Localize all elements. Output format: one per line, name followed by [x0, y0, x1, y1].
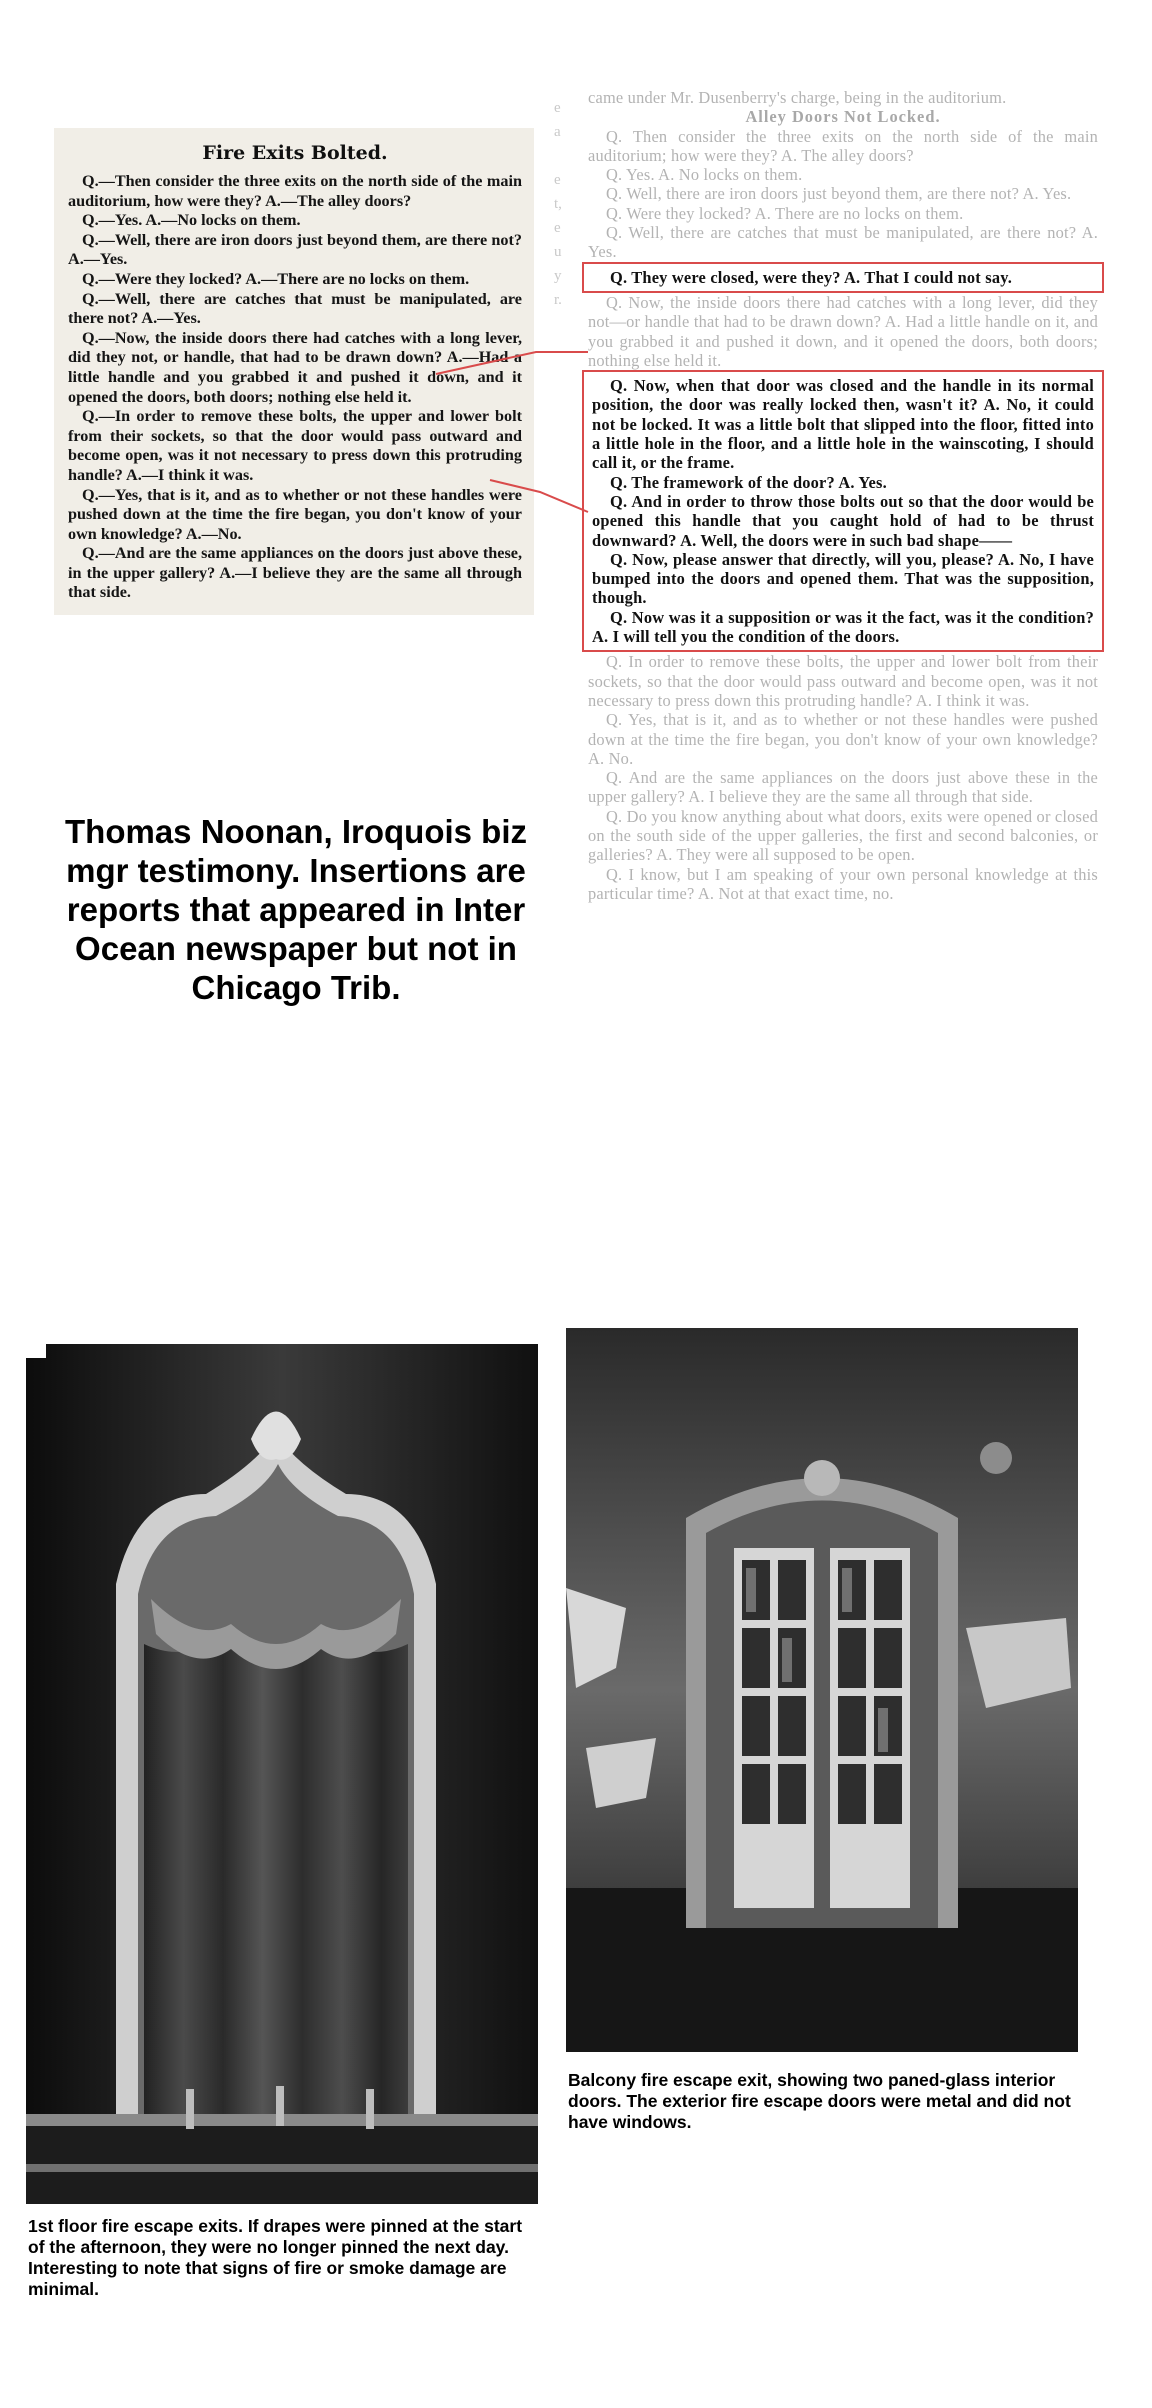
io-paragraph: Q. Were they locked? A. There are no locks on them.: [606, 203, 964, 223]
io-lead: came under Mr. Dusenberry's charge, being in the auditorium.: [588, 88, 1007, 107]
insertion-text: Q. And in order to throw those bolts out so that the door would be opened this handle that you caught hold of had to be thrust downward? A. Well, the doors were in such bad shape——: [592, 491, 1094, 550]
margin-letter: r.: [554, 292, 562, 308]
io-paragraph: Q. And are the same appliances on the doors just above these in the upper gallery? A. I believe they are the same all through that side.: [588, 768, 1098, 807]
balcony-exit-caption: Balcony fire escape exit, showing two paned-glass interior doors. The exterior fire escape doors were metal and did not have windows.: [568, 2070, 1071, 2132]
pointer-line-1: [436, 352, 588, 374]
trib-paragraph: Q.—Well, there are iron doors just beyond them, are there not? A.—Yes.: [68, 230, 522, 269]
io-paragraph: Q. Well, there are iron doors just beyond them, are there not? A. Yes.: [606, 184, 1072, 204]
trib-paragraph: Q.—Were they locked? A.—There are no locks on them.: [82, 269, 470, 288]
io-paragraph: Q. Do you know anything about what doors, exits were opened or closed on the south side of the upper galleries, the first and second balconies, or galleries? A. They were all supposed to be open.: [588, 806, 1098, 865]
io-paragraph: Q. Yes, that is it, and as to whether or not these handles were pushed down at the time the fire began, you don't know of your own knowledge? A. No.: [588, 710, 1098, 768]
insertion-text: Q. Now, when that door was closed and the handle in its normal position, the door was really locked then, wasn't it? A. No, it could not be locked. It was a little bolt that slipped into the floor, fitted into a little hole in the floor, and a little hole in the wainscoting, I should call it, or the frame.: [592, 376, 1094, 473]
io-subhead: Alley Doors Not Locked.: [745, 107, 941, 127]
trib-paragraph: Q.—Then consider the three exits on the north side of the main auditorium, how were they? A.—The alley doors?: [68, 172, 522, 210]
draped-doorway-illustration: [26, 1344, 538, 2204]
io-paragraph: Q. In order to remove these bolts, the upper and lower bolt from their sockets, so that the door would pass outward and become open, was it not necessary to press down this protruding handle? A. I think it was.: [588, 652, 1098, 710]
trib-paragraph: Q.—Now, the inside doors there had catches with a long lever, did they not, or handle, that had to be drawn down? A.—Had a little handle and you grabbed it and pushed it down, and it opened the doors, both doors; nothing else held it.: [68, 328, 522, 406]
first-floor-exit-caption: 1st floor fire escape exits. If drapes were pinned at the start of the afternoon, they were no longer pinned the next day. Interesting to note that signs of fire or smoke damage are minimal.: [28, 2216, 523, 2299]
trib-paragraph: Q.—Yes, that is it, and as to whether or not these handles were pushed down at the time the fire began, you don't know of your own knowledge? A.—No.: [68, 485, 522, 543]
io-paragraph: Q. I know, but I am speaking of your own personal knowledge at this particular time? A. Not at that exact time, no.: [588, 864, 1098, 903]
main-caption: Thomas Noonan, Iroquois biz mgr testimony. Insertions are reports that appeared in Inter Ocean newspaper but not in Chicago Trib.: [65, 813, 527, 1006]
margin-letter: a: [554, 124, 561, 140]
insertion-pointer-lines: [0, 0, 1152, 560]
insertion-text: Q. The framework of the door? A. Yes.: [610, 472, 887, 492]
pointer-line-2: [490, 480, 588, 512]
insertion-text: Q. Now, please answer that directly, will you, please? A. No, I have bumped into the doors and opened them. That was the supposition, though.: [592, 549, 1094, 608]
clipping-heading: Fire Exits Bolted.: [202, 142, 388, 164]
insertion-text: Q. They were closed, were they? A. That I could not say.: [610, 267, 1013, 287]
margin-letter: t,: [554, 196, 562, 212]
io-paragraph: Q. Yes. A. No locks on them.: [606, 165, 803, 185]
trib-paragraph: Q.—Well, there are catches that must be manipulated, are there not? A.—Yes.: [68, 289, 522, 328]
balcony-exit-photo: [566, 1328, 1078, 2052]
io-paragraph: Q. Then consider the three exits on the north side of the main auditorium; how were they? A. The alley doors?: [588, 126, 1098, 165]
trib-paragraph: Q.—In order to remove these bolts, the upper and lower bolt from their sockets, so that the door would pass outward and become open, was it not necessary to press down this protruding handle? A.—I think it was.: [68, 407, 522, 484]
paned-glass-doors-illustration: [566, 1328, 1078, 2052]
io-paragraph: Q. Well, there are catches that must be manipulated, are there not? A. Yes.: [588, 223, 1098, 262]
first-floor-exit-photo: [26, 1344, 538, 2204]
insertion-text: Q. Now was it a supposition or was it the fact, was it the condition? A. I will tell you the condition of the doors.: [592, 607, 1094, 647]
trib-paragraph: Q.—Yes. A.—No locks on them.: [82, 211, 301, 230]
margin-letter: e: [554, 100, 561, 116]
margin-letter: e: [554, 220, 561, 236]
margin-letter: e: [554, 172, 561, 188]
io-paragraph: Q. Now, the inside doors there had catches with a long lever, did they not—or handle that had to be drawn down? A. Had a little handle on it, and you grabbed it and pushed it down, and it opened the doors, both doors; nothing else held it.: [588, 292, 1098, 370]
margin-letter: y: [554, 268, 562, 284]
margin-letter: u: [554, 244, 562, 260]
trib-paragraph: Q.—And are the same appliances on the doors just above these, in the upper gallery? A.—I believe they are the same all through that side.: [68, 544, 522, 602]
